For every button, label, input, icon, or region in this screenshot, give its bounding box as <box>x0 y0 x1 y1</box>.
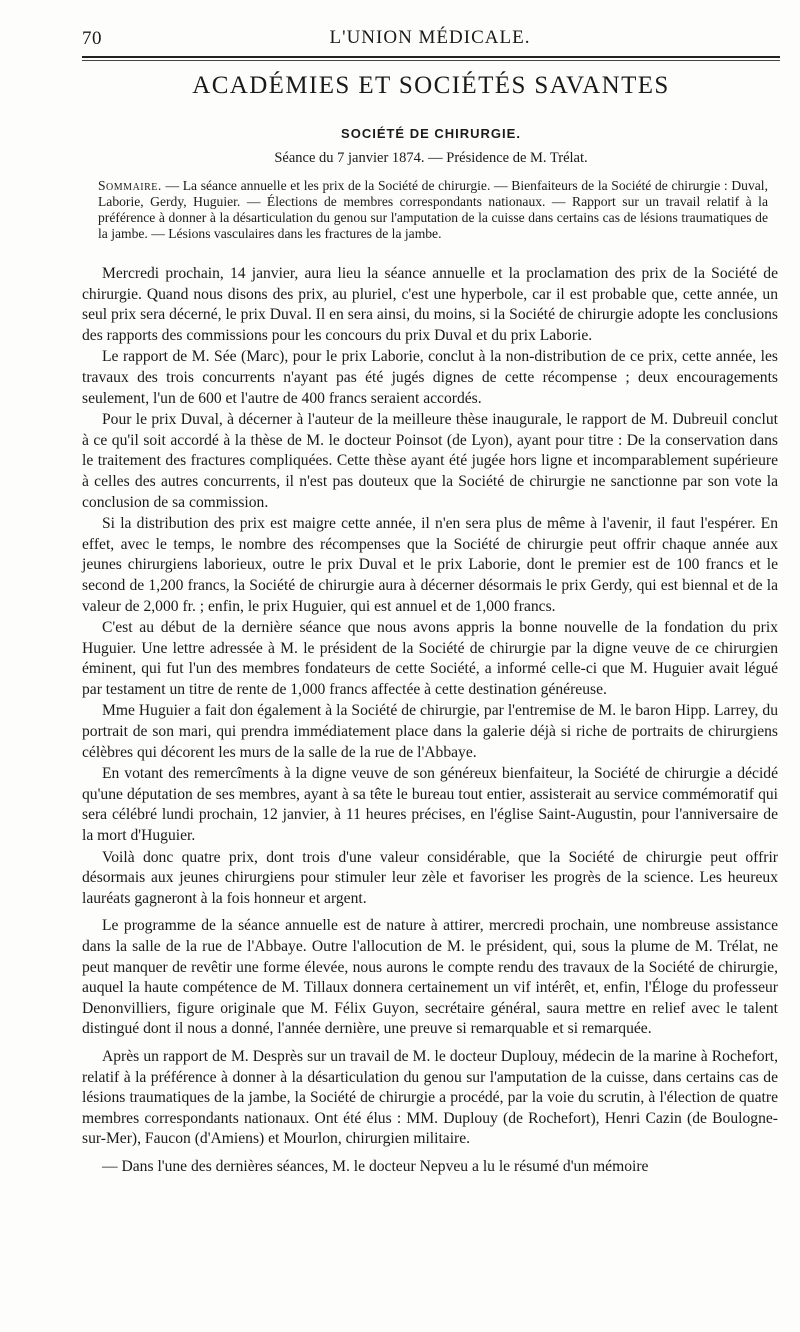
summary-text: — La séance annuelle et les prix de la Société de chirurgie. — Bienfaiteurs de la Société de chirurgie : Duval, Laborie, Gerdy, Huguier. — Élections de membres correspondants nationaux. — Rapport sur un travail relatif à la préférence à donner à la désarticulation du genou sur l'amputation de la cuisse dans certains cas de lésions traumatiques de la jambe. — Lésions vasculaires dans les fractures de la jambe. <box>98 178 768 241</box>
paragraph-10: Après un rapport de M. Desprès sur un travail de M. le docteur Duplouy, médecin de la marine à Rochefort, relatif à la préférence à donner à la désarticulation du genou sur l'amputation de la cuisse, dans certains cas de lésions traumatiques de la jambe, la Société de chirurgie a procédé, par la voie du scrutin, à l'élection de quatre membres correspondants nationaux. Ont été élus : MM. Duplouy (de Rochefort), Henri Cazin (de Boulogne-sur-Mer), Faucon (d'Amiens) et Mourlon, chirurgien militaire. <box>82 1047 778 1148</box>
journal-title: L'UNION MÉDICALE. <box>329 27 531 48</box>
paragraph-1: Mercredi prochain, 14 janvier, aura lieu la séance annuelle et la proclamation des prix de la Société de chirurgie. Quand nous disons des prix, au pluriel, c'est une hyperbole, car il est probable que, cette année, un seul prix sera décerné, le prix Duval. Il en sera ainsi, du moins, si la Société de chirurgie adopte les conclusions des rapports des commissions pour les concours du prix Duval et du prix Laborie. <box>82 265 778 344</box>
seance-line: Séance du 7 janvier 1874. — Présidence de M. Trélat. <box>274 150 588 166</box>
society-heading: SOCIÉTÉ DE CHIRURGIE. <box>341 126 521 141</box>
header-rule <box>82 56 780 58</box>
paragraph-6: Mme Huguier a fait don également à la Société de chirurgie, par l'entremise de M. le baron Hipp. Larrey, du portrait de son mari, qui prendra immédiatement place dans la galerie déjà si riche de portraits de chirurgiens célèbres qui décorent les murs de la salle de la rue de l'Abbaye. <box>82 702 778 761</box>
section-title: ACADÉMIES ET SOCIÉTÉS SAVANTES <box>192 72 670 99</box>
paragraph-9: Le programme de la séance annuelle est de nature à attirer, mercredi prochain, une nombreuse assistance dans la salle de la rue de l'Abbaye. Outre l'allocution de M. le président, qui, sous la plume de M. Trélat, ne peut manquer de revêtir une forme élevée, nous aurons le compte rendu des travaux de la Société de chirurgie, auquel la haute compétence de M. Tillaux donnera certainement un vif intérêt, et, enfin, l'Éloge du professeur Denonvilliers, figure originale que M. Félix Guyon, secrétaire général, saura mettre en relief avec le talent distingué dont il nous a donné, l'année dernière, une preuve si remarquable et si remarquée. <box>82 917 778 1038</box>
summary-block <box>98 178 768 242</box>
paragraph-8: Voilà donc quatre prix, dont trois d'une valeur considérable, que la Société de chirurgie peut offrir désormais aux jeunes chirurgiens pour stimuler leur zèle et favoriser les progrès de la science. Les heureux lauréats gagneront à la fois honneur et argent. <box>82 848 778 907</box>
paragraph-3: Pour le prix Duval, à décerner à l'auteur de la meilleure thèse inaugurale, le rapport de M. Dubreuil conclut à ce qu'il soit accordé à la thèse de M. le docteur Poinsot (de Lyon), ayant pour titre : De la conservation dans le traitement des fractures compliquées. Cette thèse ayant été jugée hors ligne et incomparablement supérieure à celles des autres concurrents, il n'est pas douteux que la Société de chirurgie ne sanctionne par son vote la conclusion de sa commission. <box>82 411 778 511</box>
paragraph-7: En votant des remercîments à la digne veuve de son généreux bienfaiteur, la Société de chirurgie a décidé qu'une députation de ses membres, ayant à sa tête le bureau tout entier, assisterait au service commémoratif qui sera célébré lundi prochain, 12 janvier, à 11 heures précises, en l'église Saint-Augustin, pour l'anniversaire de la mort d'Huguier. <box>82 765 778 845</box>
paragraph-4: Si la distribution des prix est maigre cette année, il n'en sera plus de même à l'avenir, il faut l'espérer. En effet, avec le temps, le nombre des récompenses que la Société de chirurgie peut offrir chaque année aux jeunes chirurgiens laborieux, outre le prix Duval et le prix Laborie, dont le premier est de 100 francs et le second de 1,200 francs, la Société de chirurgie aura à décerner désormais le prix Gerdy, qui est biennal et de la valeur de 2,000 fr. ; enfin, le prix Huguier, qui est annuel et de 1,000 francs. <box>82 515 778 615</box>
running-header <box>82 24 778 54</box>
header-rule-thin <box>82 60 780 61</box>
page-number: 70 <box>82 28 102 49</box>
paragraph-2: Le rapport de M. Sée (Marc), pour le prix Laborie, conclut à la non-distribution de ce prix, cette année, les travaux des trois concurrents n'ayant pas été jugés dignes de cette récompense ; deux encouragements seulement, l'un de 600 et l'autre de 400 francs seraient accordés. <box>82 348 778 407</box>
paragraph-11: — Dans l'une des dernières séances, M. le docteur Nepveu a lu le résumé d'un mémoire <box>102 1157 649 1175</box>
summary-label: Sommaire. <box>98 178 162 193</box>
paragraph-5: C'est au début de la dernière séance que nous avons appris la bonne nouvelle de la fondation du prix Huguier. Une lettre adressée à M. le président de la Société de chirurgie par la digne veuve de ce chirurgien éminent, qui fut l'un des membres fondateurs de cette Société, a informé celle-ci que M. Huguier avait légué par testament un titre de rente de 1,000 francs affectée à cette destination généreuse. <box>82 619 778 698</box>
article-body <box>82 264 778 1179</box>
